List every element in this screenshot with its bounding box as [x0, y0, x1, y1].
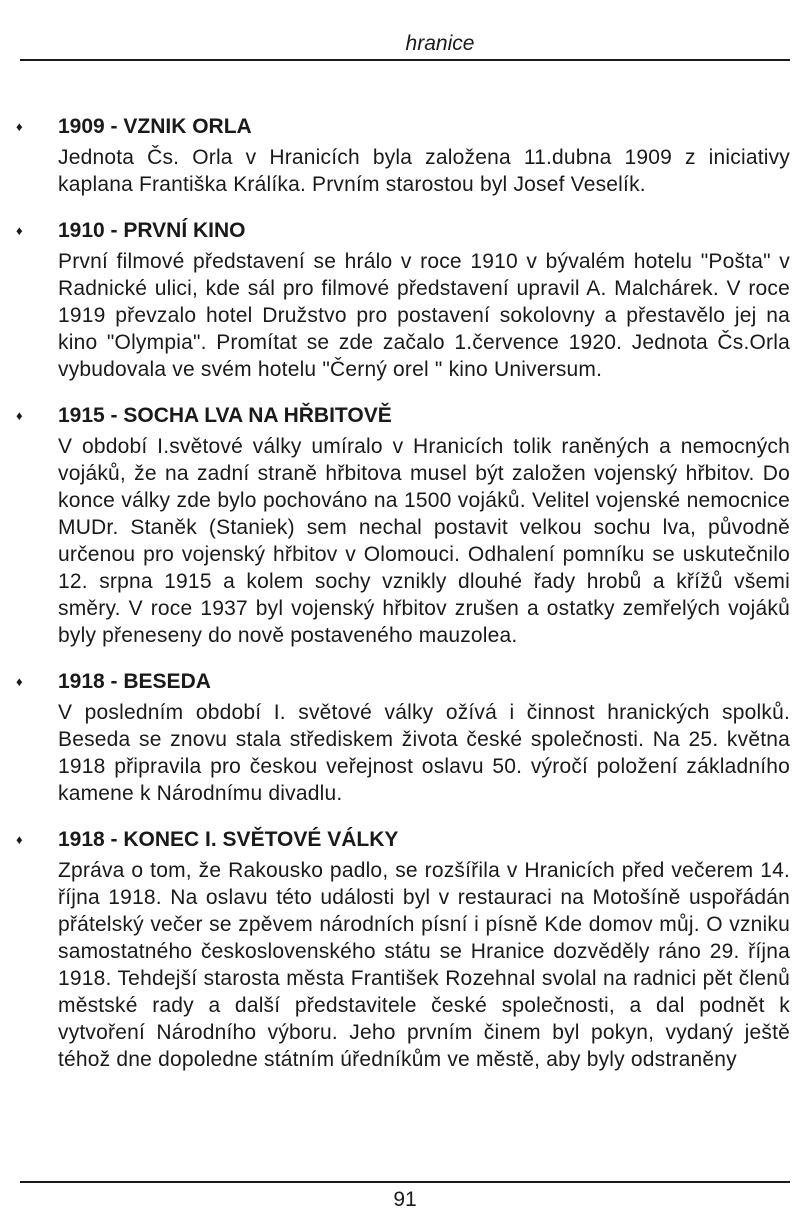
bullet-icon: ♦ [16, 119, 23, 134]
entry-heading [14, 401, 790, 431]
entry [14, 825, 790, 1073]
entry [14, 216, 790, 383]
header-title: hranice [405, 32, 475, 55]
entry-heading-text: 1918 - BESEDA [58, 670, 211, 693]
entry-heading [14, 825, 790, 855]
entry-heading [14, 112, 790, 142]
running-header [20, 30, 790, 60]
entry-body: V období I.světové války umíralo v Hranicích tolik raněných a nemocných vojáků, že na zadní straně hřbitova musel být založen vojenský hřbitov. Do konce války zde bylo pochováno na 1500 vojáků. Velitel vojenské nemocnice MUDr. Staněk (Staniek) sem nechal postavit velkou sochu lva, původně určenou pro vojenský hřbitov v Olomouci. Odhalení pomníku se uskutečnilo 12. srpna 1915 a kolem sochy vznikly dlouhé řady hrobů a křížů všemi směry. V roce 1937 byl vojenský hřbitov zrušen a ostatky zemřelých vojáků byly přeneseny do nově postaveného mauzolea. [58, 435, 790, 647]
entry-heading [14, 667, 790, 697]
header-rule [20, 59, 790, 61]
bullet-icon: ♦ [16, 408, 23, 423]
bullet-icon: ♦ [16, 674, 23, 689]
entry-heading-text: 1910 - PRVNÍ KINO [58, 219, 246, 242]
entry-heading-text: 1909 - VZNIK ORLA [58, 115, 252, 138]
entry-heading-text: 1915 - SOCHA LVA NA HŘBITOVĚ [58, 404, 392, 427]
entry-body: První filmové představení se hrálo v roce 1910 v bývalém hotelu "Pošta" v Radnické ulici, kde sál pro filmové představení upravil A. Malchárek. V roce 1919 převzalo hotel Družstvo pro postavení sokolovny a přestavělo jej na kino "Olympia". Promítat se zde začalo 1.července 1920. Jednota Čs.Orla vybudovala ve svém hotelu "Černý orel " kino Universum. [58, 250, 790, 381]
entry [14, 667, 790, 807]
entry-body: V posledním období I. světové války ožívá i činnost hranických spolků. Beseda se znovu stala střediskem života české společnosti. Na 25. května 1918 připravila pro českou veřejnost oslavu 50. výročí položení základního kamene k Národnímu divadlu. [58, 701, 790, 805]
entry [14, 112, 790, 198]
entries-list [14, 112, 790, 1091]
entry-body: Jednota Čs. Orla v Hranicích byla založena 11.dubna 1909 z iniciativy kaplana Františka Králíka. Prvním starostou byl Josef Veselík. [58, 146, 790, 196]
entry-heading-text: 1918 - KONEC I. SVĚTOVÉ VÁLKY [58, 828, 399, 851]
bullet-icon: ♦ [16, 832, 23, 847]
page-number: 91 [393, 1188, 417, 1211]
entry [14, 401, 790, 649]
entry-heading [14, 216, 790, 246]
bullet-icon: ♦ [16, 223, 23, 238]
footer-rule [20, 1181, 790, 1183]
entry-body: Zpráva o tom, že Rakousko padlo, se rozšířila v Hranicích před večerem 14. října 1918. Na oslavu této události byl v restauraci na Motošíně uspořádán přátelský večer se zpěvem národních písní i písně Kde domov můj. O vzniku samostatného československého státu se Hranice dozvěděly ráno 29. října 1918. Tehdejší starosta města František Rozehnal svolal na radnici pět členů městské rady a další představitele české společnosti, a dal podnět k vytvoření Národního výboru. Jeho prvním činem byl pokyn, vydaný ještě téhož dne dopoledne státním úředníkům ve městě, aby byly odstraněny [58, 859, 790, 1071]
